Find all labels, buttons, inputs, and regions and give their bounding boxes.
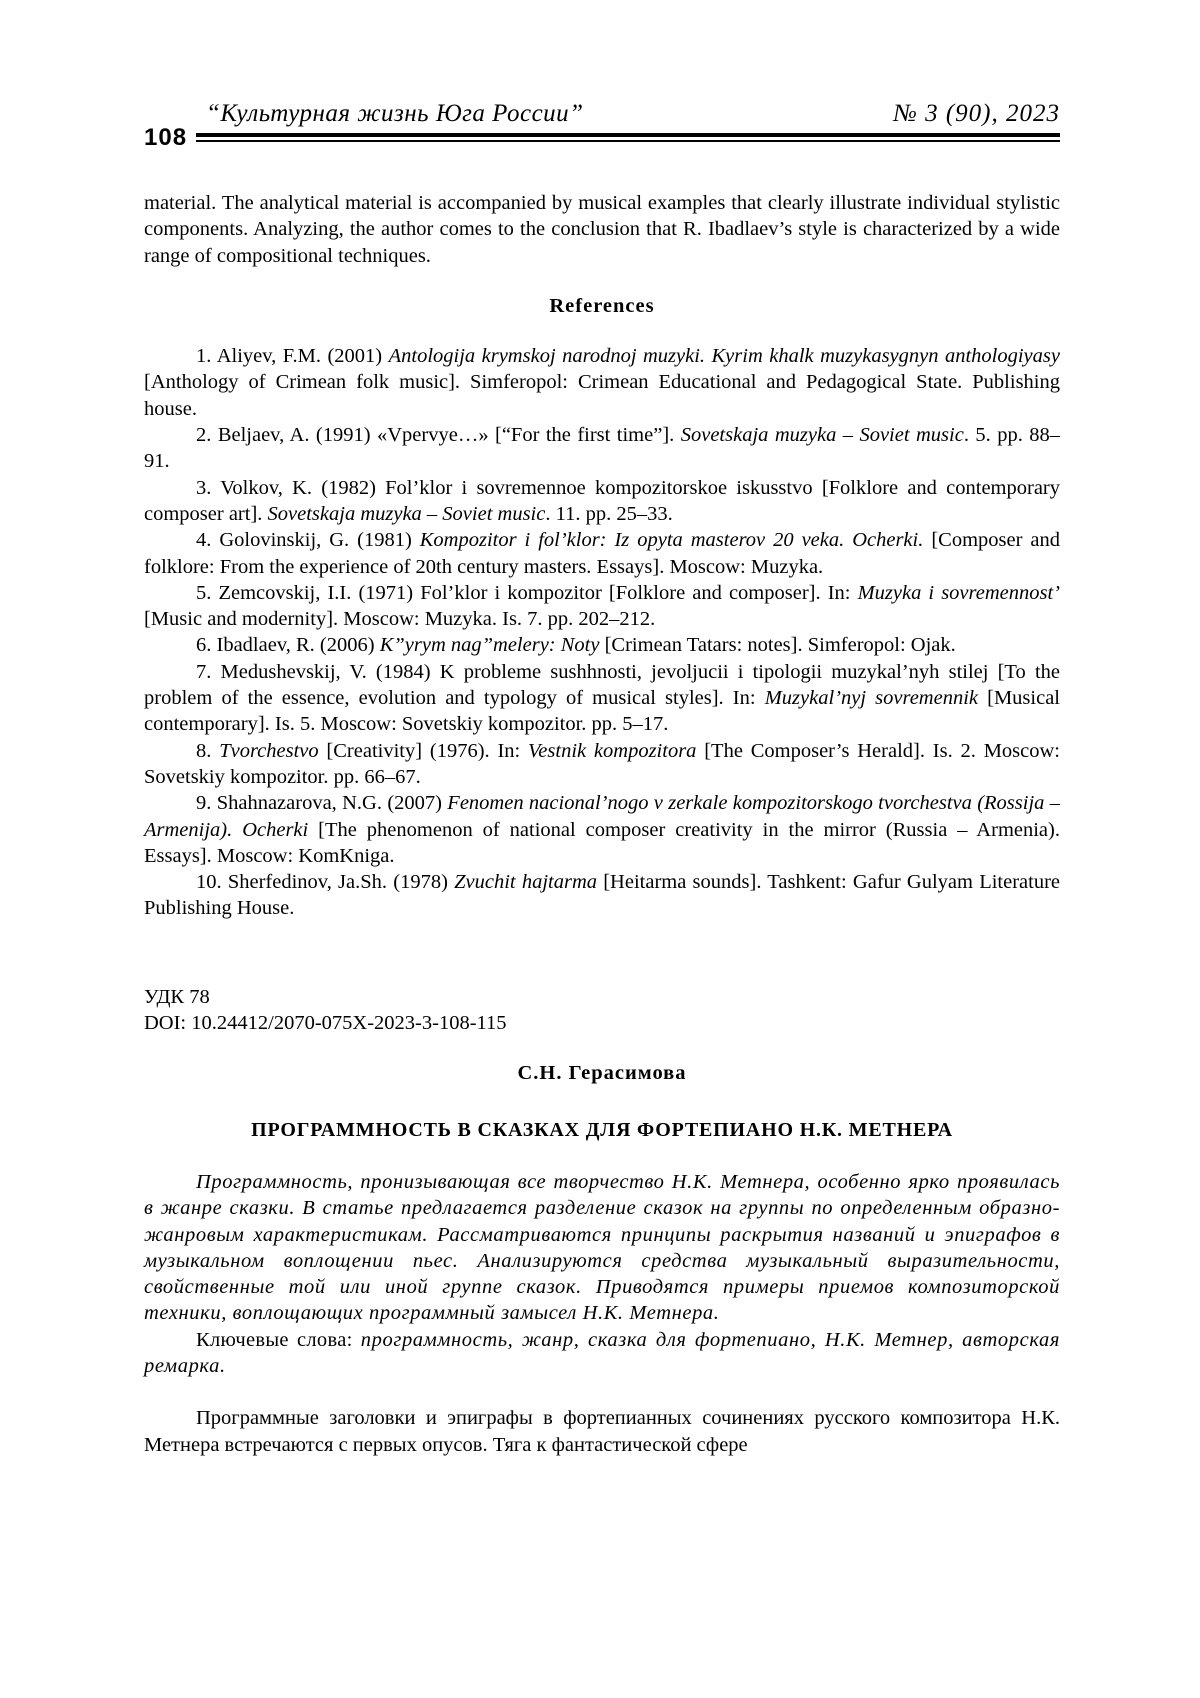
article-author: С.Н. Герасимова xyxy=(144,1060,1060,1086)
reference-item: 8. Tvorchestvo [Creativity] (1976). In: Vestnik kompozitora [The Composer’s Herald]. Is. 2. Moscow: Sovetskiy kompozitor. pp. 66–67. xyxy=(144,738,1060,791)
article-title: ПРОГРАММНОСТЬ В СКАЗКАХ ДЛЯ ФОРТЕПИАНО Н.К. МЕТНЕРА xyxy=(144,1117,1060,1143)
journal-page xyxy=(0,0,1200,1698)
body-paragraph: Программные заголовки и эпиграфы в фортепианных сочинениях русского композитора Н.К. Метнера встречаются с первых опусов. Тяга к фантастической сфере xyxy=(144,1405,1060,1458)
page-number: 108 xyxy=(144,124,187,152)
reference-item: 5. Zemcovskij, I.I. (1971) Fol’klor i kompozitor [Folklore and composer]. In: Muzyka i sovremennost’ [Music and modernity]. Moscow: Muzyka. Is. 7. pp. 202–212. xyxy=(144,580,1060,633)
intro-paragraph: material. The analytical material is accompanied by musical examples that clearly illustrate individual stylistic components. Analyzing, the author comes to the conclusion that R. Ibadlaev’s style is characterized by a wide range of compositional techniques. xyxy=(144,190,1060,269)
reference-item: 1. Aliyev, F.M. (2001) Antologija krymskoj narodnoj muzyki. Kyrim khalk muzykasygnyn anthologiyasy [Anthology of Crimean folk music]. Simferopol: Crimean Educational and Pedagogical State. Publishing house. xyxy=(144,343,1060,422)
doi: DOI: 10.24412/2070-075X-2023-3-108-115 xyxy=(144,1010,1060,1036)
keywords xyxy=(144,1327,1060,1380)
keywords-label: Ключевые слова: xyxy=(196,1329,361,1351)
journal-title: “Культурная жизнь Юга России” xyxy=(206,100,584,128)
reference-item: 10. Sherfedinov, Ja.Sh. (1978) Zvuchit hajtarma [Heitarma sounds]. Tashkent: Gafur Gulyam Literature Publishing House. xyxy=(144,869,1060,922)
reference-item: 7. Medushevskij, V. (1984) K probleme sushhnosti, jevoljucii i tipologii muzykal’nyh stilej [To the problem of the essence, evolution and typology of musical styles]. In: Muzykal’nyj sovremennik [Musical contemporary]. Is. 5. Moscow: Sovetskiy kompozitor. pp. 5–17. xyxy=(144,659,1060,738)
references-heading: References xyxy=(144,293,1060,319)
reference-item: 9. Shahnazarova, N.G. (2007) Fenomen nacional’nogo v zerkale kompozitorskogo tvorchestva (Rossija – Armenija). Ocherki [The phenomenon of national composer creativity in the mirror (Russia – Armenia). Essays]. Moscow: KomKniga. xyxy=(144,790,1060,869)
header-rule-thick xyxy=(196,133,1060,137)
issue-number: № 3 (90), 2023 xyxy=(893,100,1060,128)
reference-item: 3. Volkov, K. (1982) Fol’klor i sovremennoe kompozitorskoe iskusstvo [Folklore and contemporary composer art]. Sovetskaja muzyka – Soviet music. 11. pp. 25–33. xyxy=(144,475,1060,528)
header-rule-thin xyxy=(196,140,1060,142)
reference-item: 6. Ibadlaev, R. (2006) K”yrym nag”melery: Noty [Crimean Tatars: notes]. Simferopol: Ojak. xyxy=(144,632,1060,658)
reference-item: 2. Beljaev, A. (1991) «Vpervye…» [“For the first time”]. Sovetskaja muzyka – Soviet music. 5. pp. 88–91. xyxy=(144,422,1060,475)
keywords-list: программность, жанр, сказка для фортепиано, Н.К. Метнер, авторская ремарка. xyxy=(144,1329,1060,1377)
page-content xyxy=(144,190,1060,1458)
udk-code: УДК 78 xyxy=(144,984,1060,1010)
abstract: Программность, пронизывающая все творчество Н.К. Метнера, особенно ярко проявилась в жанре сказки. В статье предлагается разделение сказок на группы по определенным образно-жанровым характеристикам. Рассматриваются принципы раскрытия названий и эпиграфов в музыкальном воплощении пьес. Анализируются средства музыкальный выразительности, свойственные той или иной группе сказок. Приводятся примеры приемов композиторской техники, воплощающих программный замысел Н.К. Метнера. xyxy=(144,1169,1060,1327)
references-list xyxy=(144,343,1060,922)
reference-item: 4. Golovinskij, G. (1981) Kompozitor i fol’klor: Iz opyta masterov 20 veka. Ocherki. [Composer and folklore: From the experience of 20th century masters. Essays]. Moscow: Muzyka. xyxy=(144,527,1060,580)
udk-doi-block xyxy=(144,984,1060,1037)
